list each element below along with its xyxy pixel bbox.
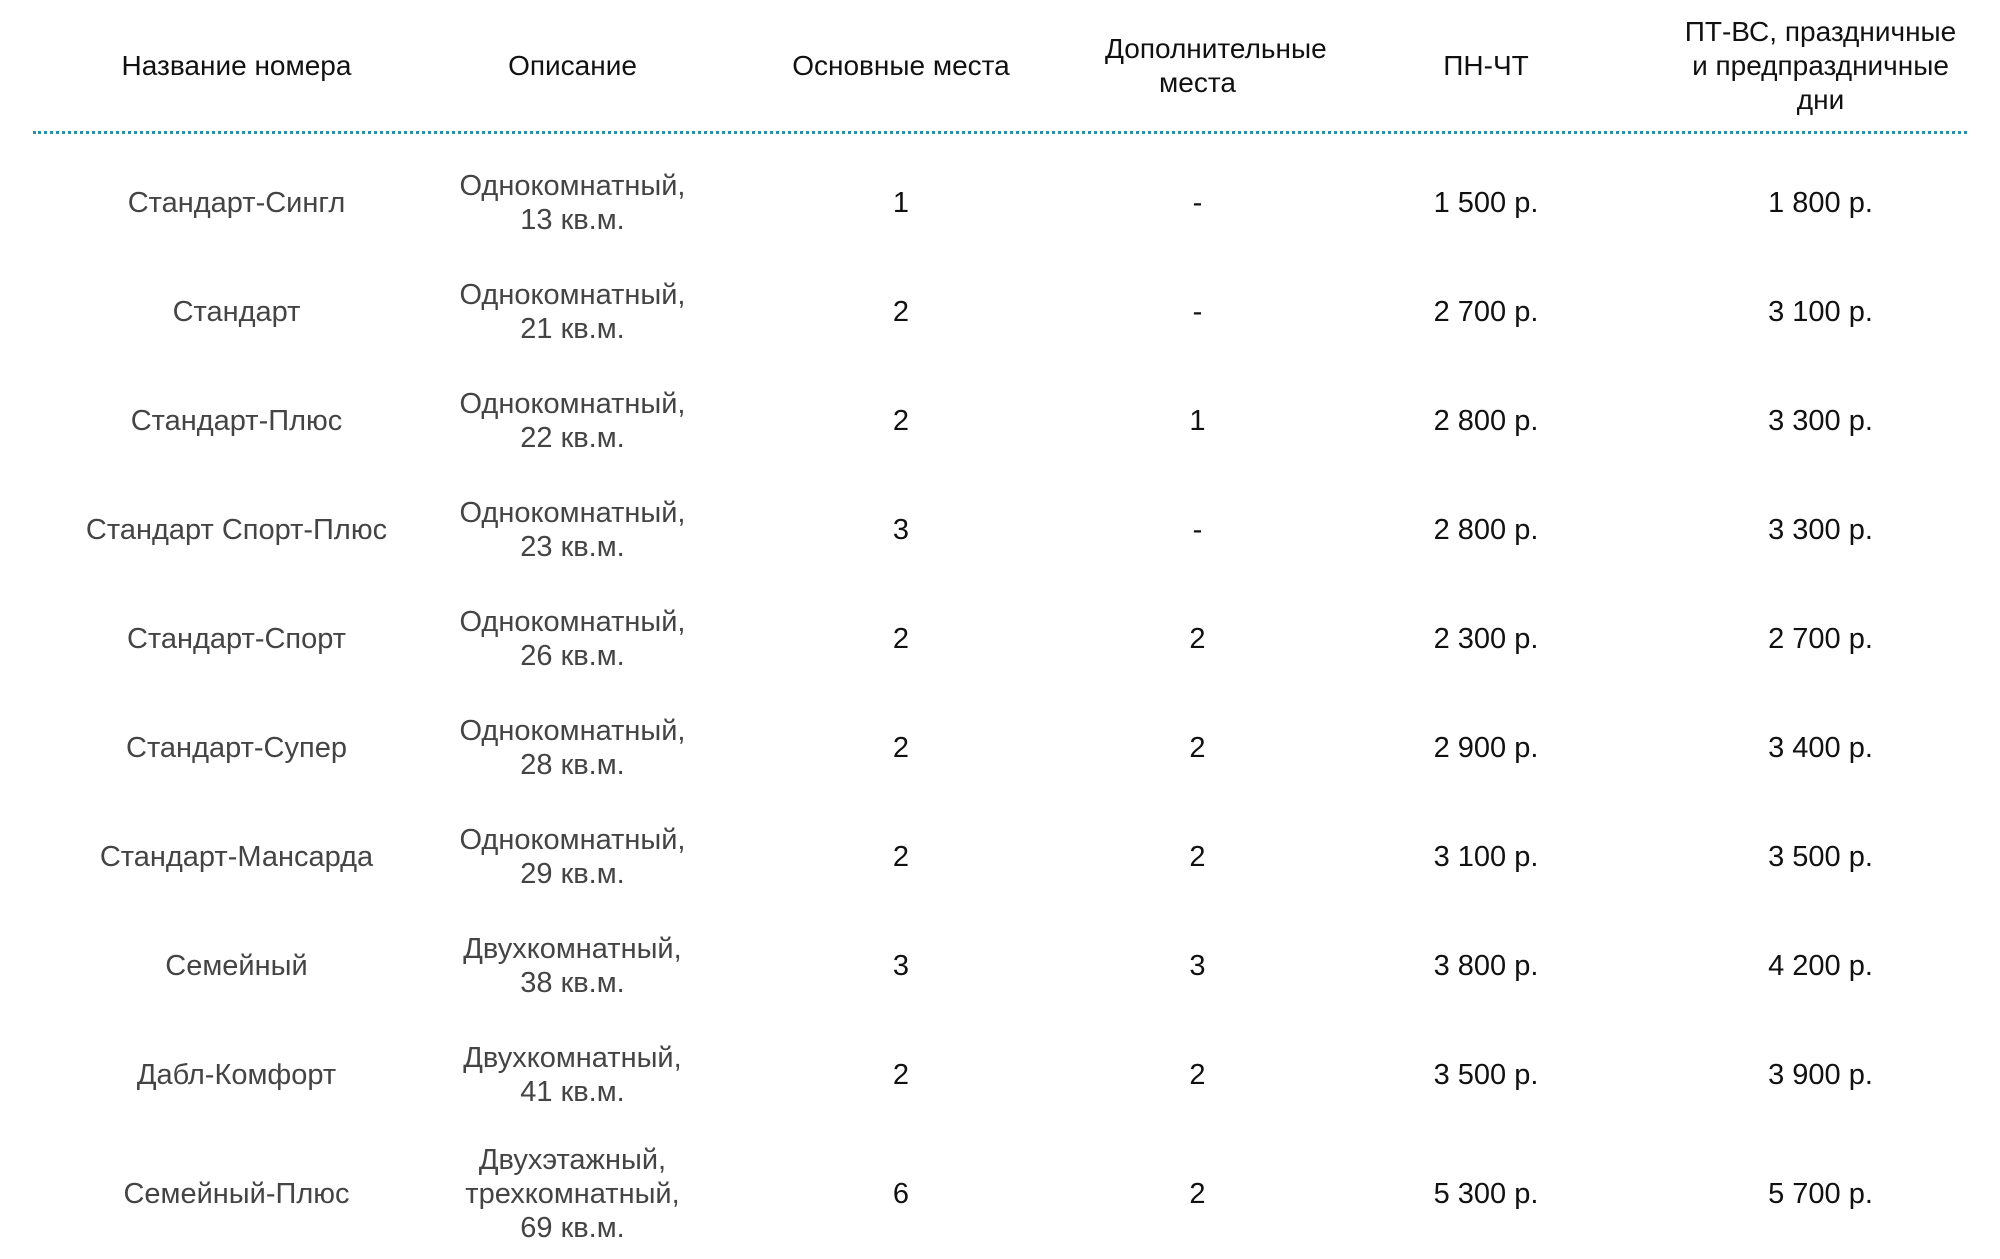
room-name: Стандарт-Плюс [130, 404, 343, 437]
extra-places: 2 [1189, 840, 1206, 873]
weekend-price: 3 300 р. [1768, 513, 1873, 546]
header-room-name: Название номера [121, 49, 352, 81]
room-name: Стандарт [172, 295, 301, 328]
weekday-price: 2 800 р. [1433, 513, 1539, 546]
header-weekday-price: ПН-ЧТ [1443, 49, 1529, 81]
extra-places: 2 [1189, 622, 1206, 655]
weekend-price: 3 500 р. [1768, 840, 1873, 873]
table-row [33, 257, 1967, 366]
room-description: Однокомнатный, 21 кв.м. [459, 278, 686, 345]
header-main-places: Основные места [792, 49, 1010, 81]
table-row [33, 1020, 1967, 1129]
extra-places: 2 [1189, 731, 1206, 764]
room-description: Двухкомнатный, 41 кв.м. [463, 1041, 682, 1108]
weekday-price: 2 300 р. [1433, 622, 1539, 655]
room-name: Семейный [165, 949, 308, 982]
table-row [33, 1129, 1967, 1259]
weekday-price: 3 800 р. [1433, 949, 1539, 982]
main-places: 3 [892, 949, 910, 982]
weekend-price: 3 900 р. [1768, 1058, 1873, 1091]
room-description: Двухкомнатный, 38 кв.м. [463, 932, 682, 999]
room-description: Однокомнатный, 13 кв.м. [459, 169, 686, 236]
price-table [33, 0, 1967, 1259]
room-name: Стандарт-Сингл [127, 186, 346, 219]
table-row [33, 366, 1967, 475]
header-extra-places: Дополнительные места [1105, 32, 1327, 98]
main-places: 2 [892, 295, 910, 328]
weekend-price: 1 800 р. [1768, 186, 1873, 219]
weekend-price: 3 400 р. [1768, 731, 1873, 764]
weekend-price: 2 700 р. [1768, 622, 1873, 655]
main-places: 2 [892, 1058, 910, 1091]
main-places: 1 [892, 186, 910, 219]
weekday-price: 3 100 р. [1433, 840, 1539, 873]
main-places: 2 [892, 840, 910, 873]
main-places: 2 [892, 731, 910, 764]
main-places: 3 [892, 513, 910, 546]
room-description: Однокомнатный, 22 кв.м. [459, 387, 686, 454]
weekend-price: 3 100 р. [1768, 295, 1873, 328]
table-header-row [33, 0, 1967, 134]
weekday-price: 3 500 р. [1433, 1058, 1539, 1091]
extra-places: - [1192, 295, 1203, 328]
weekday-price: 1 500 р. [1433, 186, 1539, 219]
table-row [33, 584, 1967, 693]
room-description: Однокомнатный, 23 кв.м. [459, 496, 686, 563]
weekday-price: 5 300 р. [1433, 1178, 1539, 1210]
main-places: 2 [892, 622, 910, 655]
table-row [33, 148, 1967, 257]
room-name: Дабл-Комфорт [136, 1058, 337, 1091]
weekday-price: 2 700 р. [1433, 295, 1539, 328]
table-row [33, 693, 1967, 802]
extra-places: 3 [1189, 949, 1206, 982]
extra-places: - [1192, 513, 1203, 546]
table-row [33, 802, 1967, 911]
room-description: Однокомнатный, 29 кв.м. [459, 823, 686, 890]
extra-places: 1 [1189, 404, 1206, 437]
room-name: Стандарт-Мансарда [99, 840, 374, 873]
extra-places: 2 [1189, 1178, 1206, 1210]
room-name: Стандарт-Спорт [126, 622, 347, 655]
main-places: 6 [892, 1178, 910, 1210]
weekend-price: 3 300 р. [1768, 404, 1873, 437]
main-places: 2 [892, 404, 910, 437]
extra-places: - [1192, 186, 1203, 219]
table-row [33, 911, 1967, 1020]
room-name: Семейный-Плюс [123, 1178, 350, 1210]
weekend-price: 4 200 р. [1768, 949, 1873, 982]
room-name: Стандарт-Супер [126, 731, 347, 764]
room-name: Стандарт Спорт-Плюс [85, 513, 388, 546]
room-description: Однокомнатный, 26 кв.м. [459, 605, 686, 672]
weekend-price: 5 700 р. [1768, 1178, 1873, 1210]
weekday-price: 2 900 р. [1433, 731, 1539, 764]
room-description: Двухэтажный, трехкомнатный, 69 кв.м. [465, 1144, 680, 1244]
table-row [33, 475, 1967, 584]
room-description: Однокомнатный, 28 кв.м. [459, 714, 686, 781]
weekday-price: 2 800 р. [1433, 404, 1539, 437]
extra-places: 2 [1189, 1058, 1206, 1091]
header-weekend-price: ПТ-ВС, праздничные и предпраздничные дни [1684, 15, 1957, 115]
header-description: Описание [508, 49, 637, 81]
